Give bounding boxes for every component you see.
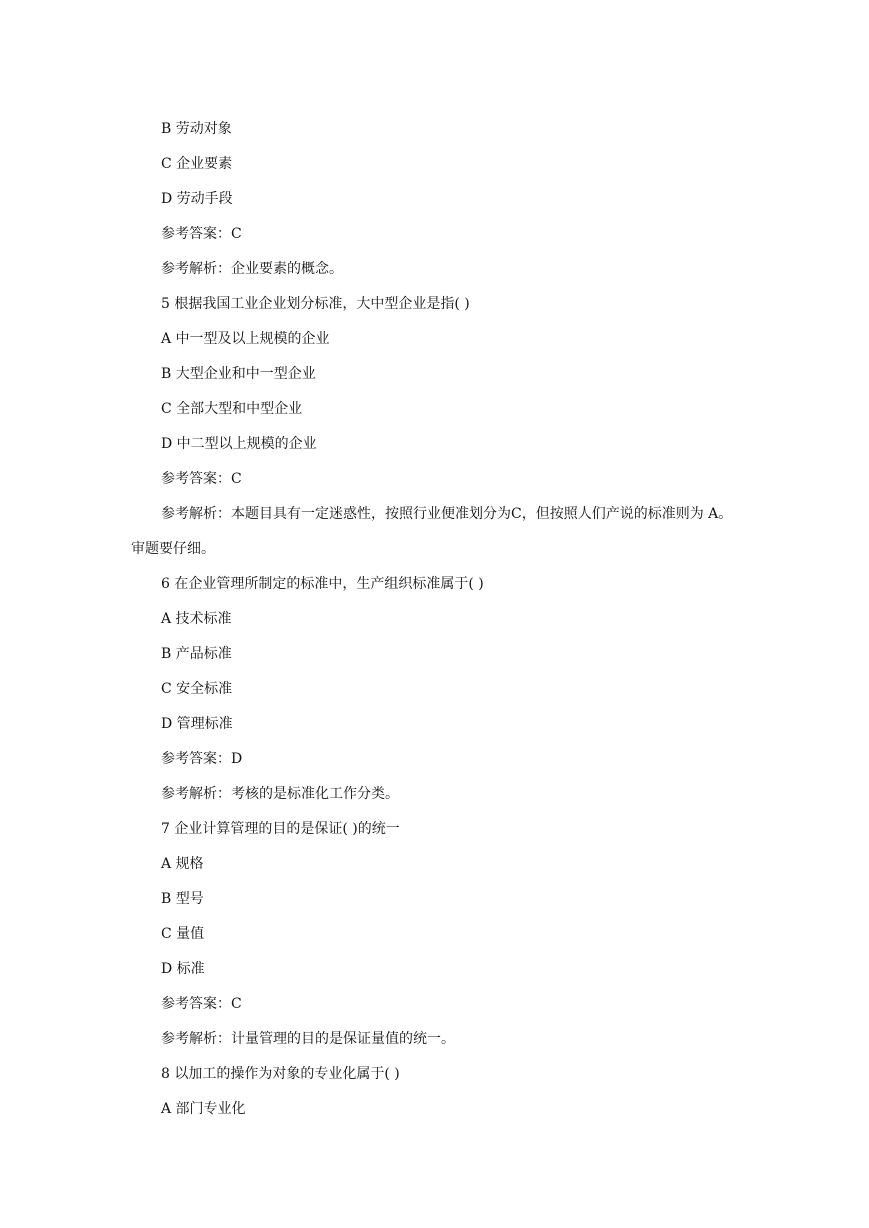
- q5-answer: 参考答案：C: [161, 471, 242, 487]
- question-8: 8 以加工的操作为对象的专业化属于( ): [161, 1066, 400, 1082]
- q6-option-d: D 管理标准: [161, 716, 233, 732]
- q6-answer: 参考答案：D: [161, 751, 243, 767]
- option-b: B 劳动对象: [161, 121, 232, 137]
- q5-explanation: 参考解析：本题目具有一定迷惑性，按照行业便准划分为C，但按照人们产说的标准则为 A。审题要仔细。: [131, 506, 733, 557]
- q7-answer: 参考答案：C: [161, 996, 242, 1012]
- q7-option-a: A 规格: [161, 856, 204, 872]
- q7-option-b: B 型号: [161, 891, 204, 907]
- document-content: [131, 112, 746, 1127]
- q7-option-c: C 量值: [161, 926, 205, 942]
- q5-option-d: D 中二型以上规模的企业: [161, 436, 317, 452]
- q7-option-d: D 标准: [161, 961, 205, 977]
- explanation-line: 参考解析：企业要素的概念。: [161, 261, 343, 277]
- q6-option-a: A 技术标准: [161, 611, 232, 627]
- question-6: 6 在企业管理所制定的标准中，生产组织标准属于( ): [161, 576, 484, 592]
- q6-option-b: B 产品标准: [161, 646, 232, 662]
- q5-option-a: A 中一型及以上规模的企业: [161, 331, 330, 347]
- answer-line: 参考答案：C: [161, 226, 242, 242]
- q6-option-c: C 安全标准: [161, 681, 233, 697]
- q5-option-c: C 全部大型和中型企业: [161, 401, 303, 417]
- question-7: 7 企业计算管理的目的是保证( )的统一: [161, 821, 400, 837]
- option-c: C 企业要素: [161, 156, 233, 172]
- q8-option-a: A 部门专业化: [161, 1101, 246, 1117]
- q5-option-b: B 大型企业和中一型企业: [161, 366, 316, 382]
- q6-explanation: 参考解析：考核的是标准化工作分类。: [161, 786, 399, 802]
- question-5: 5 根据我国工业企业划分标准，大中型企业是指( ): [161, 296, 470, 312]
- q7-explanation: 参考解析：计量管理的目的是保证量值的统一。: [161, 1031, 455, 1047]
- option-d: D 劳动手段: [161, 191, 233, 207]
